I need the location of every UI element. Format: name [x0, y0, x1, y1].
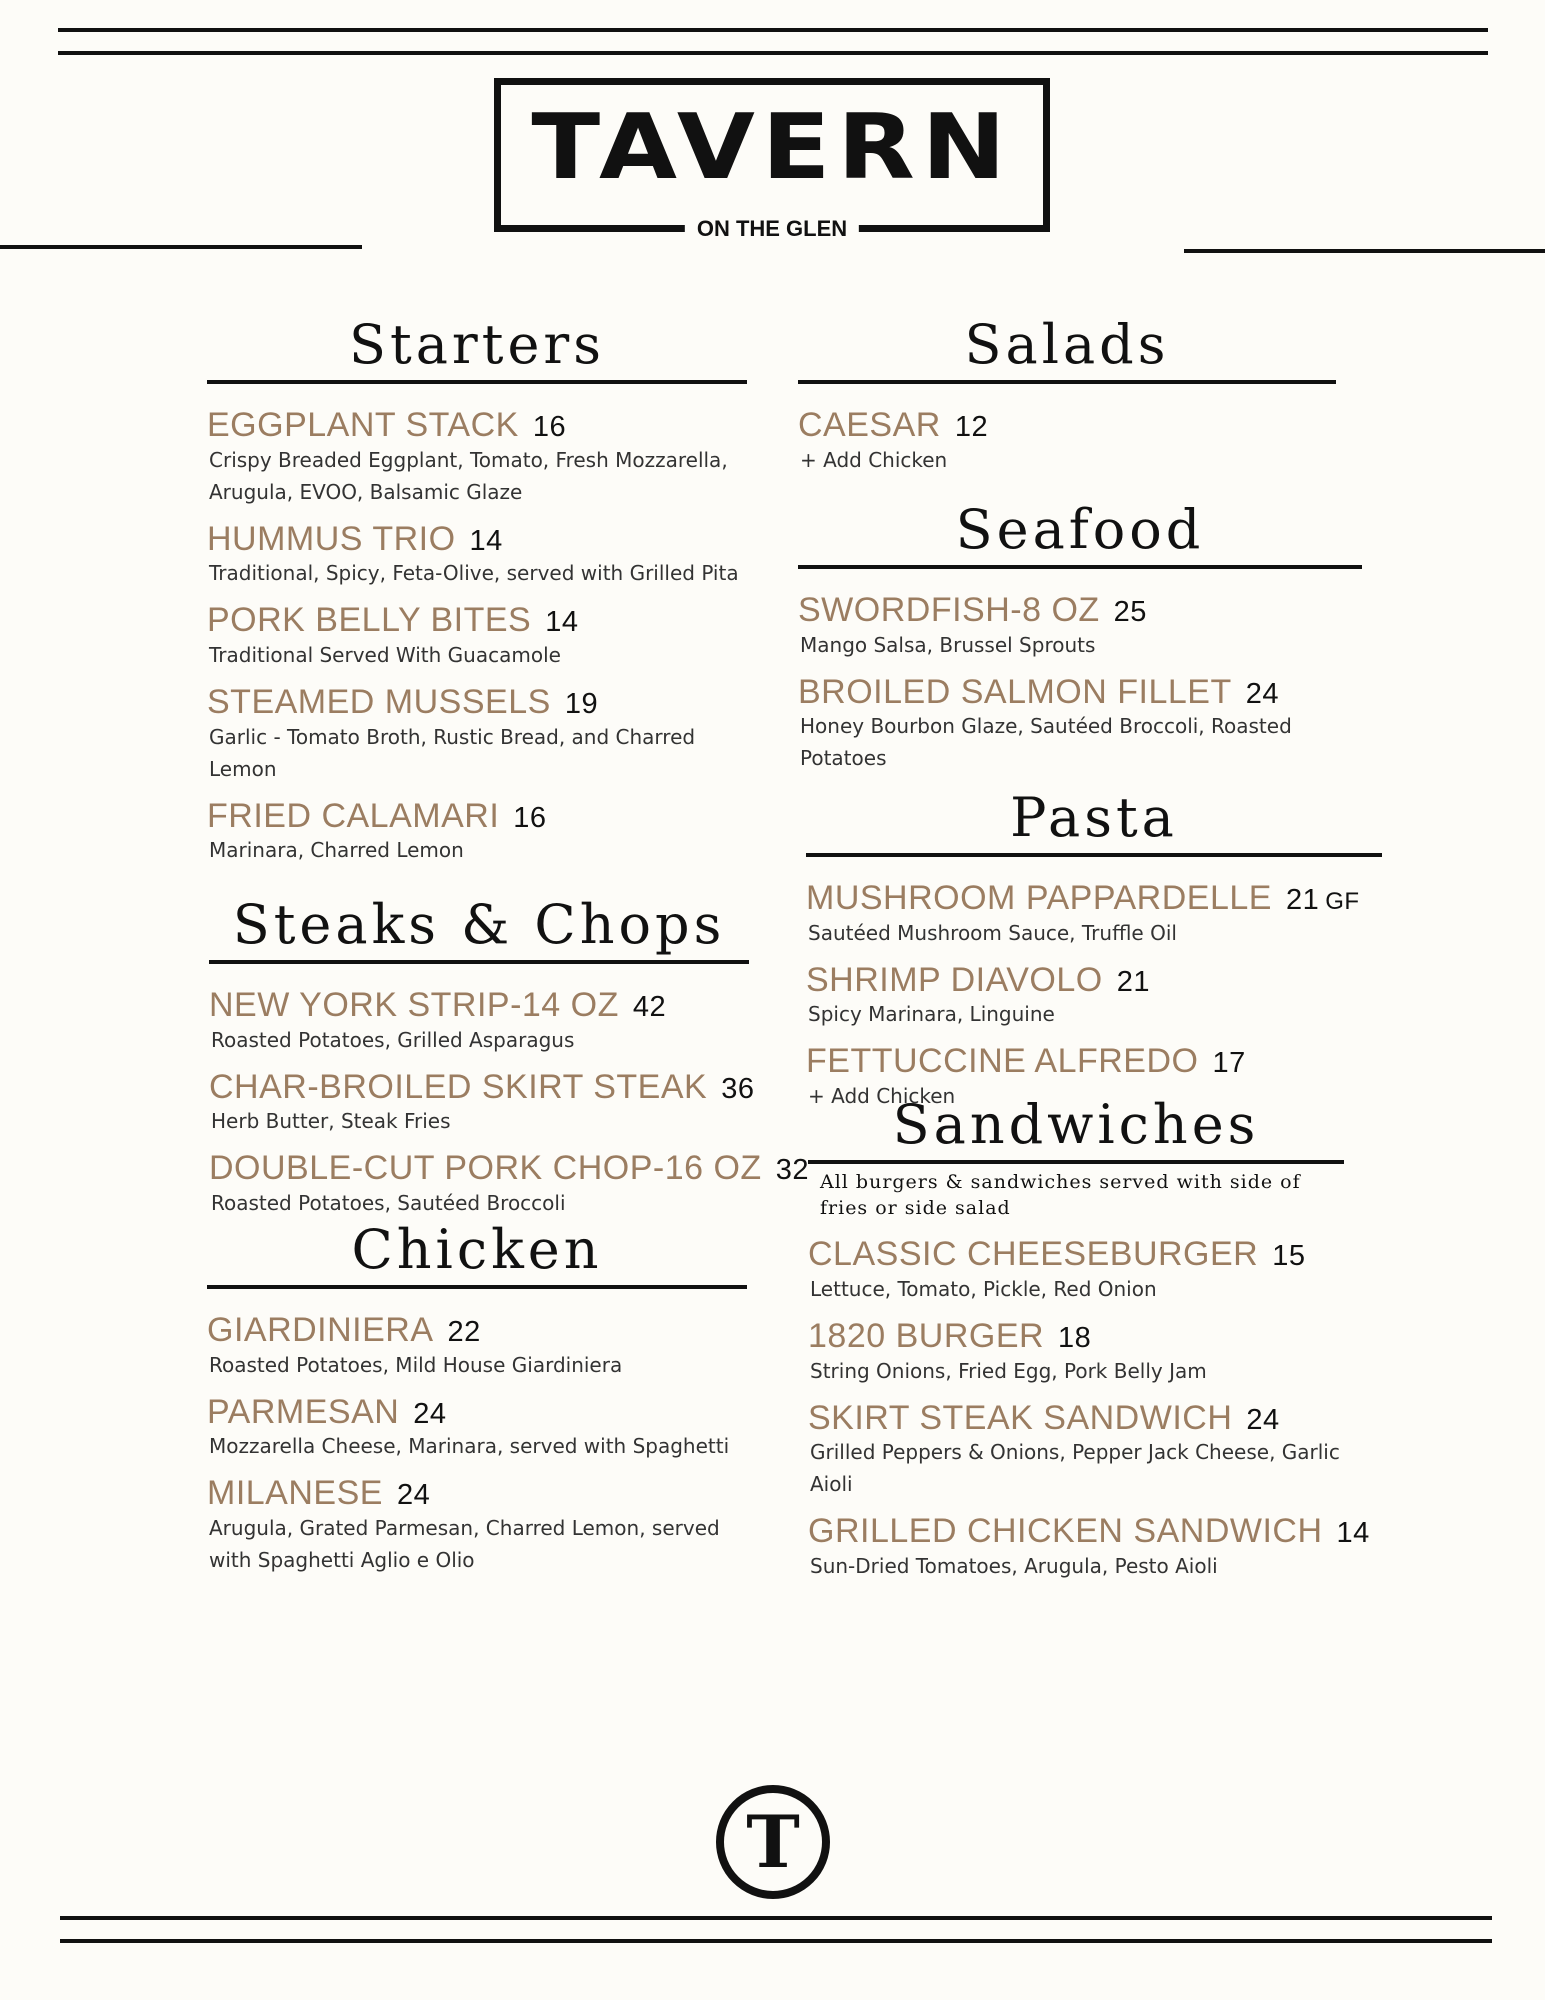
menu-item-tag: GF: [1325, 888, 1360, 915]
section-starters: [207, 313, 747, 880]
menu-item: [798, 672, 1362, 775]
menu-item-price: 16: [513, 801, 547, 834]
section-seafood: [798, 498, 1362, 788]
menu-item-title-line: [798, 408, 1336, 444]
menu-item-title-line: [808, 1316, 1344, 1355]
menu-item-name: 1820 BURGER: [808, 1316, 1045, 1355]
menu-item-price: 32: [775, 1154, 809, 1187]
section-salads: [798, 313, 1336, 490]
menu-item-title-line: [207, 519, 747, 558]
menu-item-description: + Add Chicken: [808, 1084, 956, 1109]
menu-item: [808, 1398, 1344, 1501]
menu-item: [207, 1392, 747, 1463]
menu-item: [798, 593, 1362, 661]
menu-item-price: 16: [532, 411, 567, 443]
menu-item: [209, 988, 749, 1056]
menu-item-name: BROILED SALMON FILLET: [798, 672, 1232, 711]
menu-item-description: Herb Butter, Steak Fries: [211, 1109, 451, 1134]
menu-item-name: SKIRT STEAK SANDWICH: [808, 1398, 1233, 1437]
top-rule-2: [58, 51, 1488, 55]
menu-item-price: 21: [1285, 884, 1320, 916]
menu-item-description: String Onions, Fried Egg, Pork Belly Jam: [810, 1358, 1207, 1383]
menu-item: [207, 1476, 747, 1576]
menu-item-name: FRIED CALAMARI: [207, 796, 500, 835]
menu-item-name: FETTUCCINE ALFREDO: [806, 1042, 1199, 1081]
menu-item-description: Mango Salsa, Brussel Sprouts: [800, 632, 1096, 657]
section-pasta: [806, 786, 1382, 1126]
menu-item-description: Sautéed Mushroom Sauce, Truffle Oil: [808, 920, 1177, 945]
menu-item-price: 18: [1058, 1321, 1092, 1354]
section-title: Chicken: [207, 1223, 747, 1289]
menu-item-description: Grilled Peppers & Onions, Pepper Jack Cheese, Garlic Aioli: [810, 1440, 1340, 1497]
menu-item: [808, 1512, 1370, 1582]
menu-item-title-line: [209, 988, 749, 1024]
menu-item-price: 24: [413, 1397, 447, 1430]
menu-item-name: SHRIMP DIAVOLO: [806, 960, 1103, 999]
menu-item-price: 14: [1336, 1517, 1370, 1550]
menu-item-description: Garlic - Tomato Broth, Rustic Bread, and Charred Lemon: [209, 724, 696, 781]
menu-item-description: Sun-Dried Tomatoes, Arugula, Pesto Aioli: [810, 1554, 1218, 1579]
menu-item-price: 19: [564, 688, 599, 721]
menu-item-price: 14: [545, 606, 579, 639]
menu-item-price: 42: [632, 991, 667, 1023]
top-rule-1: [58, 28, 1488, 32]
monogram-logo: [716, 1785, 830, 1899]
menu-item-title-line: [207, 408, 747, 444]
menu-item-name: PARMESAN: [207, 1392, 400, 1431]
left-accent-rule: [0, 245, 362, 249]
menu-item-title-line: [806, 1044, 1382, 1080]
section-chicken: [207, 1218, 747, 1590]
menu-item-description: Honey Bourbon Glaze, Sautéed Broccoli, Roasted Potatoes: [800, 714, 1292, 771]
menu-item: [207, 519, 747, 590]
menu-item: [808, 1316, 1344, 1387]
menu-item: [207, 685, 747, 785]
menu-item-title-line: [808, 1237, 1344, 1273]
menu-item-price: 14: [469, 524, 503, 557]
brand-tagline: ON THE GLEN: [685, 216, 859, 242]
menu-item-title-line: [207, 1476, 747, 1512]
menu-item: [209, 1149, 809, 1219]
menu-item-description: Traditional, Spicy, Feta-Olive, served with Grilled Pita: [209, 561, 739, 586]
section-title: Salads: [798, 318, 1336, 384]
menu-item-description: Roasted Potatoes, Sautéed Broccoli: [211, 1191, 566, 1216]
menu-item: [207, 603, 747, 671]
menu-item-price: 24: [1246, 1403, 1280, 1436]
menu-item-title-line: [207, 685, 747, 721]
menu-item-title-line: [806, 960, 1382, 999]
menu-item: [209, 1067, 755, 1138]
menu-item: [806, 960, 1382, 1031]
menu-item-name: HUMMUS TRIO: [207, 519, 456, 558]
menu-item: [798, 408, 1336, 476]
menu-item-description: Spicy Marinara, Linguine: [808, 1002, 1055, 1027]
menu-item-name: CAESAR: [798, 406, 941, 444]
menu-item-title-line: [798, 593, 1362, 629]
menu-item-description: Crispy Breaded Eggplant, Tomato, Fresh Mozzarella, Arugula, EVOO, Balsamic Glaze: [209, 447, 728, 504]
brand-name: TAVERN: [531, 95, 1013, 200]
section-steaks-chops: [209, 893, 809, 1233]
menu-item-name: MILANESE: [207, 1474, 383, 1513]
menu-item-name: EGGPLANT STACK: [207, 406, 519, 444]
menu-item-name: STEAMED MUSSELS: [207, 683, 551, 722]
menu-item: [207, 796, 747, 867]
menu-item-title-line: [806, 881, 1382, 917]
menu-item: [808, 1237, 1344, 1305]
menu-item-name: PORK BELLY BITES: [207, 601, 532, 640]
menu-item-price: 22: [447, 1316, 481, 1348]
bottom-rule-1: [60, 1916, 1492, 1920]
menu-item-name: DOUBLE-CUT PORK CHOP-16 OZ: [209, 1149, 762, 1188]
menu-item-name: SWORDFISH-8 OZ: [798, 591, 1100, 629]
menu-item: [207, 408, 747, 508]
menu-item: [806, 881, 1382, 949]
menu-item-title-line: [207, 1392, 747, 1431]
section-title: Starters: [207, 318, 747, 384]
menu-item-title-line: [209, 1149, 809, 1188]
menu-item-name: MUSHROOM PAPPARDELLE: [806, 879, 1272, 917]
menu-item-price: 17: [1212, 1047, 1246, 1080]
menu-item-price: 24: [396, 1479, 431, 1512]
section-title: Sandwiches: [808, 1098, 1344, 1164]
monogram-letter: T: [746, 1799, 800, 1884]
menu-item-description: Marinara, Charred Lemon: [209, 838, 464, 863]
right-accent-rule: [1184, 249, 1545, 253]
menu-item: [207, 1313, 747, 1381]
bottom-rule-2: [60, 1939, 1492, 1943]
menu-item-title-line: [808, 1512, 1370, 1551]
menu-item-description: Roasted Potatoes, Mild House Giardiniera: [209, 1352, 623, 1377]
menu-item-title-line: [798, 672, 1362, 711]
menu-item-price: 21: [1116, 965, 1150, 998]
menu-item-price: 15: [1272, 1240, 1306, 1273]
menu-item-price: 12: [954, 411, 989, 443]
brand-logo: [494, 78, 1050, 241]
menu-item-title-line: [207, 603, 747, 639]
menu-item-description: Traditional Served With Guacamole: [209, 643, 561, 668]
menu-item-price: 24: [1245, 677, 1279, 710]
menu-item-title-line: [209, 1067, 755, 1106]
menu-item-price: 36: [721, 1072, 755, 1105]
menu-item-title-line: [207, 1313, 747, 1349]
menu-item-name: GIARDINIERA: [207, 1311, 434, 1349]
menu-item-name: NEW YORK STRIP-14 OZ: [209, 986, 619, 1024]
menu-item-name: CHAR-BROILED SKIRT STEAK: [209, 1067, 708, 1106]
menu-item-description: Arugula, Grated Parmesan, Charred Lemon, served with Spaghetti Aglio e Olio: [209, 1516, 720, 1573]
section-title: Seafood: [798, 503, 1362, 569]
section-title: Steaks & Chops: [209, 898, 749, 964]
section-note: All burgers & sandwiches served with side of fries or side salad: [820, 1171, 1301, 1219]
menu-item-name: CLASSIC CHEESEBURGER: [808, 1235, 1259, 1274]
section-title: Pasta: [806, 791, 1382, 857]
menu-item-title-line: [207, 796, 747, 835]
menu-item-description: Mozzarella Cheese, Marinara, served with Spaghetti: [209, 1434, 730, 1459]
menu-item-title-line: [808, 1398, 1344, 1437]
menu-item-description: + Add Chicken: [800, 447, 948, 472]
menu-item-description: Roasted Potatoes, Grilled Asparagus: [211, 1027, 575, 1052]
menu-item-price: 25: [1113, 596, 1147, 628]
menu-item-name: GRILLED CHICKEN SANDWICH: [808, 1512, 1323, 1551]
menu-item-description: Lettuce, Tomato, Pickle, Red Onion: [810, 1276, 1157, 1301]
